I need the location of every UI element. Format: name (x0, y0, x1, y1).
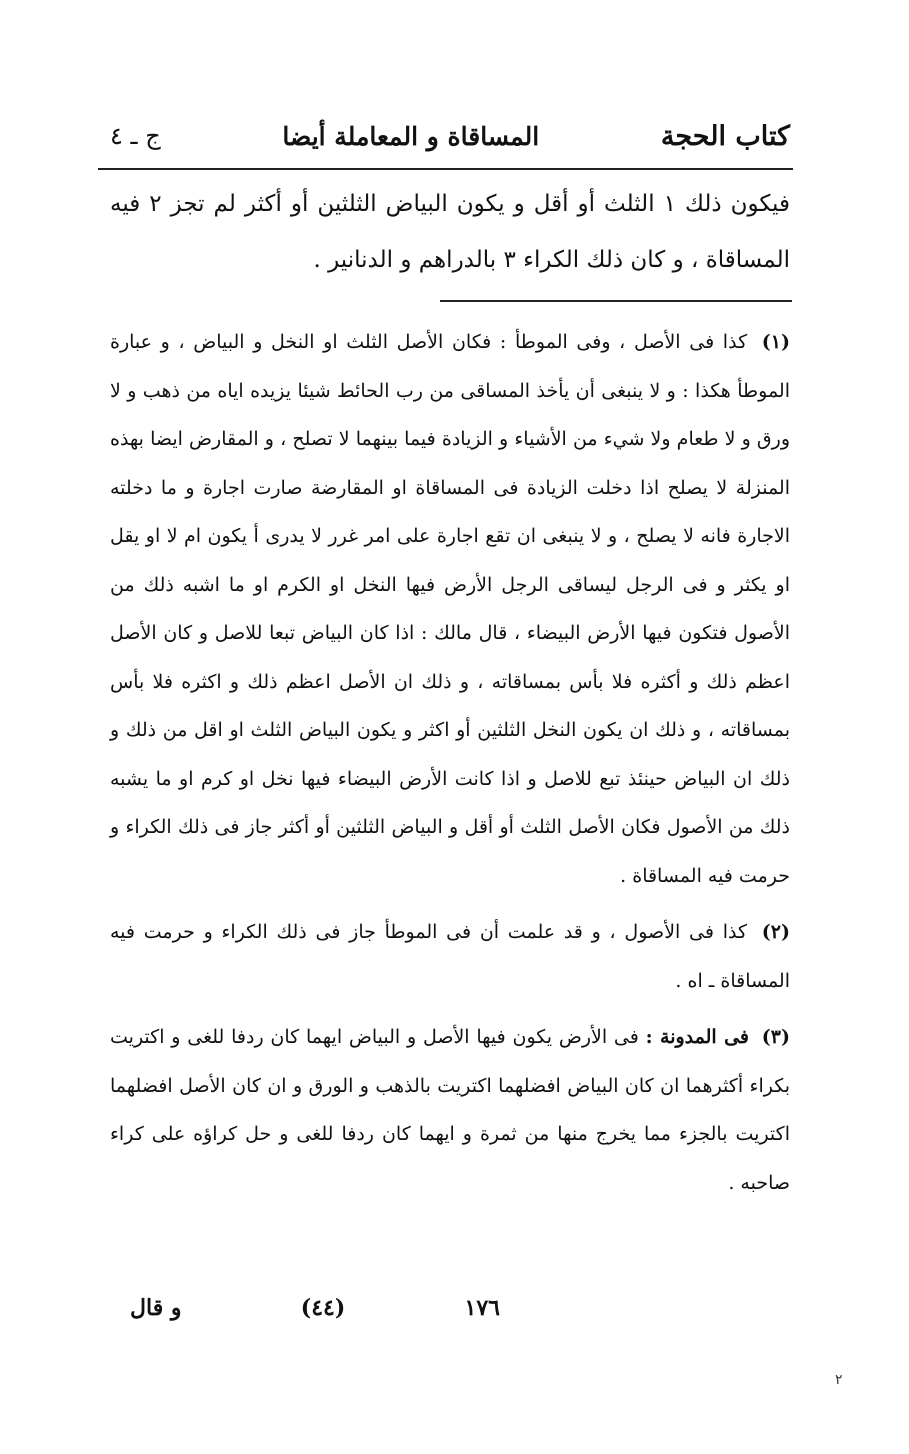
footnote-mark: (١) (761, 331, 790, 353)
footnote-separator (440, 300, 792, 302)
page-footer (130, 1288, 760, 1328)
footnote-source: فى المدونة : (645, 1026, 749, 1048)
footnote-mark: (٢) (761, 921, 790, 943)
footnote-1 (110, 318, 790, 900)
footnote-2 (110, 908, 790, 1005)
page-number: ١٧٦ (464, 1295, 500, 1321)
main-paragraph: فيكون ذلك ١ الثلث أو أقل و يكون البياض الثلثين أو أكثر لم تجز ٢ فيه المساقاة ، و كان ذلك الكراء ٣ بالدراهم و الدنانير . (110, 191, 790, 273)
margin-mark: ٢ (835, 1372, 843, 1388)
footnote-text: كذا فى الأصول ، و قد علمت أن فى الموطأ جاز فى ذلك الكراء و حرمت فيه المساقاة ـ اه . (110, 921, 790, 992)
page-header (110, 110, 790, 162)
main-text (110, 176, 790, 288)
catchword: و قال (130, 1295, 182, 1321)
signature-number: (٤٤) (300, 1295, 346, 1321)
footnotes (110, 318, 790, 1215)
header-rule (98, 168, 793, 170)
footnote-3 (110, 1013, 790, 1207)
footnote-mark: (٣) (761, 1026, 790, 1048)
book-title: كتاب الحجة (660, 120, 790, 152)
footnote-text: كذا فى الأصل ، وفى الموطأ : فكان الأصل الثلث او النخل و البياض ، و عبارة الموطأ هكذا : و لا ينبغى أن يأخذ المساقى من رب الحائط شيئا يزيده اياه من ذهب و لا ورق و لا طعام ولا شيء من الأشياء و الزيادة فيما بينهما لا تصلح ، و المقارض ايضا بهذه المنزلة لا يصلح اذا دخلت الزيادة فى المساقاة او المقارضة صارت اجارة و ما دخلته الاجارة فانه لا يصلح ، و لا ينبغى ان تقع اجارة على امر غرر لا يدرى أ يكون ام لا او يقل او يكثر و فى الرجل ليساقى الرجل الأرض فيها النخل او الكرم او ما اشبه ذلك من الأصول فتكون فيها الأرض البيضاء ، قال مالك : اذا كان البياض تبعا للاصل و كان الأصل اعظم ذلك و أكثره فلا بأس بمساقاته ، و ذلك ان الأصل اعظم ذلك و اكثره فلا بأس بمساقاته ، و ذلك ان يكون النخل الثلثين أو اكثر و يكون البياض الثلث او اقل من ذلك و ذلك ان البياض حينئذ تبع للاصل و اذا كانت الأرض البيضاء فيها نخل او كرم او ما يشبه ذلك من الأصول فكان الأصل الثلث أو أقل و البياض الثلثين أو أكثر جاز فى ذلك الكراء و حرمت فيه المساقاة . (110, 331, 790, 887)
footnote-text: فى الأرض يكون فيها الأصل و البياض ايهما كان ردفا للغى و اكتريت بكراء أكثرهما ان كان البياض افضلهما اكتريت بالذهب و الورق و ان كان الأصل افضلهما اكتريت بالجزء مما يخرج منها من ثمرة و ايهما كان ردفا للغى و حل كراؤه على كراء صاحبه . (110, 1026, 790, 1194)
running-title: المساقاة و المعاملة أيضا (282, 121, 540, 151)
volume-number: ج ـ ٤ (110, 122, 161, 150)
